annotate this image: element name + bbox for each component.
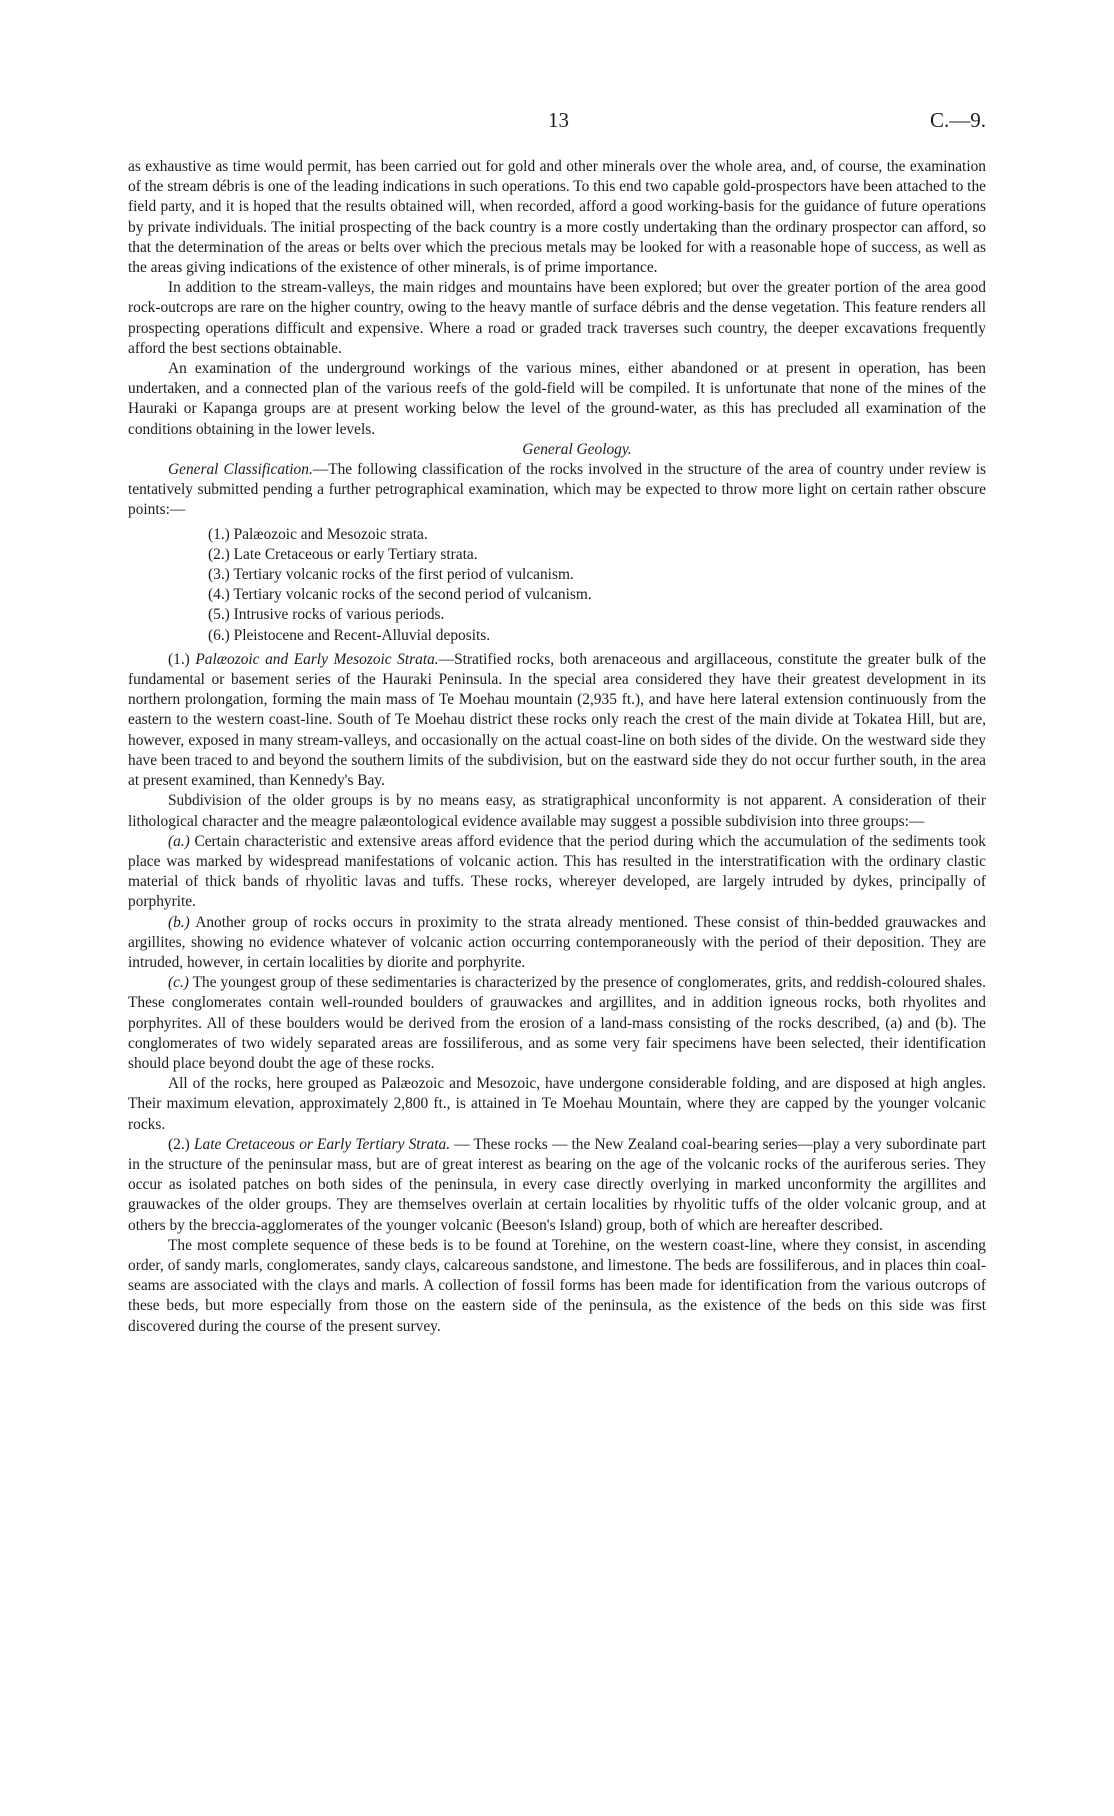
group-b-lead: (b.) <box>168 913 190 931</box>
list-item: (5.) Intrusive rocks of various periods. <box>208 606 445 624</box>
list-item: (1.) Palæozoic and Mesozoic strata. <box>208 525 428 543</box>
section-heading: General Geology. <box>522 440 632 458</box>
classification-lead: General Classification. <box>168 461 313 479</box>
group-c-lead: (c.) <box>168 974 189 992</box>
paragraph-continuation: as exhaustive as time would permit, has been carried out for gold and other minerals over the whole area, and, of course, the examination of the stream débris is one of the leading indications in such operations. To this end two capable gold-prospectors have been attached to the field party, and it is hoped that the results obtained will, when recorded, afford a good working-basis for the guidance of future operations by private individuals. The initial prospecting of the back country is a more costly undertaking than the ordinary prospector can afford, so that the determination of the areas or belts over which the precious metals may be looked for with a reasonable hope of success, as well as the areas giving indications of the existence of other minerals, is of prime importance. <box>128 158 986 277</box>
paragraph-group-c <box>128 973 986 1074</box>
palaeozoic-lead: Palæozoic and Early Mesozoic Strata. <box>195 650 439 668</box>
paragraph-cretaceous <box>128 1135 986 1236</box>
palaeozoic-number: (1.) <box>168 650 196 668</box>
document-code: C.—9. <box>929 108 986 132</box>
body-text <box>128 157 986 1337</box>
paragraph-subdivision: Subdivision of the older groups is by no means easy, as stratigraphical unconformity is not apparent. A consideration of their lithological character and the meagre palæontological evidence available may suggest a possible subdivision into three groups:— <box>128 792 986 830</box>
list-item: (2.) Late Cretaceous or early Tertiary strata. <box>208 545 478 563</box>
group-a-lead: (a.) <box>168 832 190 850</box>
cretaceous-lead: Late Cretaceous or Early Tertiary Strata. <box>193 1135 451 1153</box>
list-item: (6.) Pleistocene and Recent-Alluvial deposits. <box>208 626 491 644</box>
group-a-text: Certain characteristic and extensive areas afford evidence that the period during which the accumulation of the sediments took place was marked by widespread manifestations of volcanic action. This has resulted in the interstratification with the ordinary clastic material of thick bands of rhyolitic lavas and tuffs. These rocks, whereyer developed, are largely intruded by dykes, principally of porphyrite. <box>128 832 986 911</box>
list-item: (4.) Tertiary volcanic rocks of the second period of vulcanism. <box>208 586 592 604</box>
page-number: 13 <box>548 108 569 132</box>
paragraph-general-classification <box>128 460 986 521</box>
paragraph-folding: All of the rocks, here grouped as Palæozoic and Mesozoic, have undergone considerable folding, and are disposed at high angles. Their maximum elevation, approximately 2,800 ft., is attained in Te Moehau Mountain, where they are capped by the younger volcanic rocks. <box>128 1075 986 1133</box>
classification-list <box>208 525 986 646</box>
paragraph-underground-workings: An examination of the underground workings of the various mines, either abandoned or at present in operation, has been undertaken, and a connected plan of the various reefs of the gold-field will be compiled. It is unfortunate that none of the mines of the Hauraki or Kapanga groups are at present working below the level of the ground-water, as this has precluded all examination of the conditions obtaining in the lower levels. <box>128 360 986 438</box>
cretaceous-number: (2.) <box>168 1135 194 1153</box>
paragraph-stream-valleys: In addition to the stream-valleys, the main ridges and mountains have been explored; but over the greater portion of the area good rock-outcrops are rare on the higher country, owing to the heavy mantle of surface débris and the dense vegetation. This feature renders all prospecting operations difficult and expensive. Where a road or graded track traverses such country, the deeper excavations frequently afford the best sections obtainable. <box>128 279 986 357</box>
list-item: (3.) Tertiary volcanic rocks of the first period of vulcanism. <box>208 566 574 584</box>
group-b-text: Another group of rocks occurs in proximity to the strata already mentioned. These consist of thin-bedded grauwackes and argillites, showing no evidence whatever of volcanic action occurring contemporaneously with the period of their deposition. They are intruded, however, in certain localities by diorite and porphyrite. <box>128 913 986 971</box>
palaeozoic-text: —Stratified rocks, both arenaceous and argillaceous, constitute the greater bulk of the fundamental or basement series of the Hauraki Peninsula. In the special area considered they have their greatest development in its northern prolongation, forming the main mass of Te Moehau mountain (2,935 ft.), and have here lateral extension continuously from the eastern to the western coast-line. South of Te Moehau district these rocks only reach the crest of the main divide at Tokatea Hill, but are, however, exposed in many stream-valleys, and occasionally on the actual coast-line on both sides of the divide. On the westward side they have been traced to and beyond the southern limits of the subdivision, but on the eastward side they do not occur further south, in the area at present examined, than Kennedy's Bay. <box>128 650 986 790</box>
paragraph-group-b <box>128 913 986 974</box>
classification-intro: —The following classification of the rocks involved in the structure of the area of country under review is tentatively submitted pending a further petrographical examination, which may be expected to throw more light on certain rather obscure points:— <box>128 461 986 519</box>
group-c-text: The youngest group of these sedimentaries is characterized by the presence of conglomerates, grits, and reddish-coloured shales. These conglomerates contain well-rounded boulders of grauwackes and argillites, and in addition igneous rocks, both rhyolites and porphyrites. All of these boulders would be derived from the erosion of a land-mass consisting of the rocks described, (a) and (b). The conglomerates of two widely separated areas are fossiliferous, and as some very fair specimens have been selected, their identification should place beyond doubt the age of these rocks. <box>128 974 986 1072</box>
paragraph-group-a <box>128 832 986 913</box>
paragraph-palaeozoic <box>128 650 986 791</box>
cretaceous-text: — These rocks — the New Zealand coal-bearing series—play a very subordinate part in the structure of the peninsular mass, but are of great interest as bearing on the age of the volcanic rocks of the auriferous series. They occur as isolated patches on both sides of the peninsula, in every case directly overlying in marked unconformity the argillites and grauwackes of the older groups. They are themselves overlain at certain localities by rhyolitic tuffs of the older volcanic group, and at others by the breccia-agglomerates of the younger volcanic (Beeson's Island) group, both of which are hereafter described. <box>128 1135 986 1234</box>
paragraph-torehine: The most complete sequence of these beds is to be found at Torehine, on the western coast-line, where they consist, in ascending order, of sandy marls, conglomerates, sandy clays, calcareous sandstone, and limestone. The beds are fossiliferous, and in places thin coal-seams are associated with the clays and marls. A collection of fossil forms has been made for identification from the various outcrops of these beds, but more especially from those on the eastern side of the peninsula, as the existence of the beds on this side was first discovered during the course of the present survey. <box>128 1236 986 1335</box>
page-header <box>0 108 1114 138</box>
